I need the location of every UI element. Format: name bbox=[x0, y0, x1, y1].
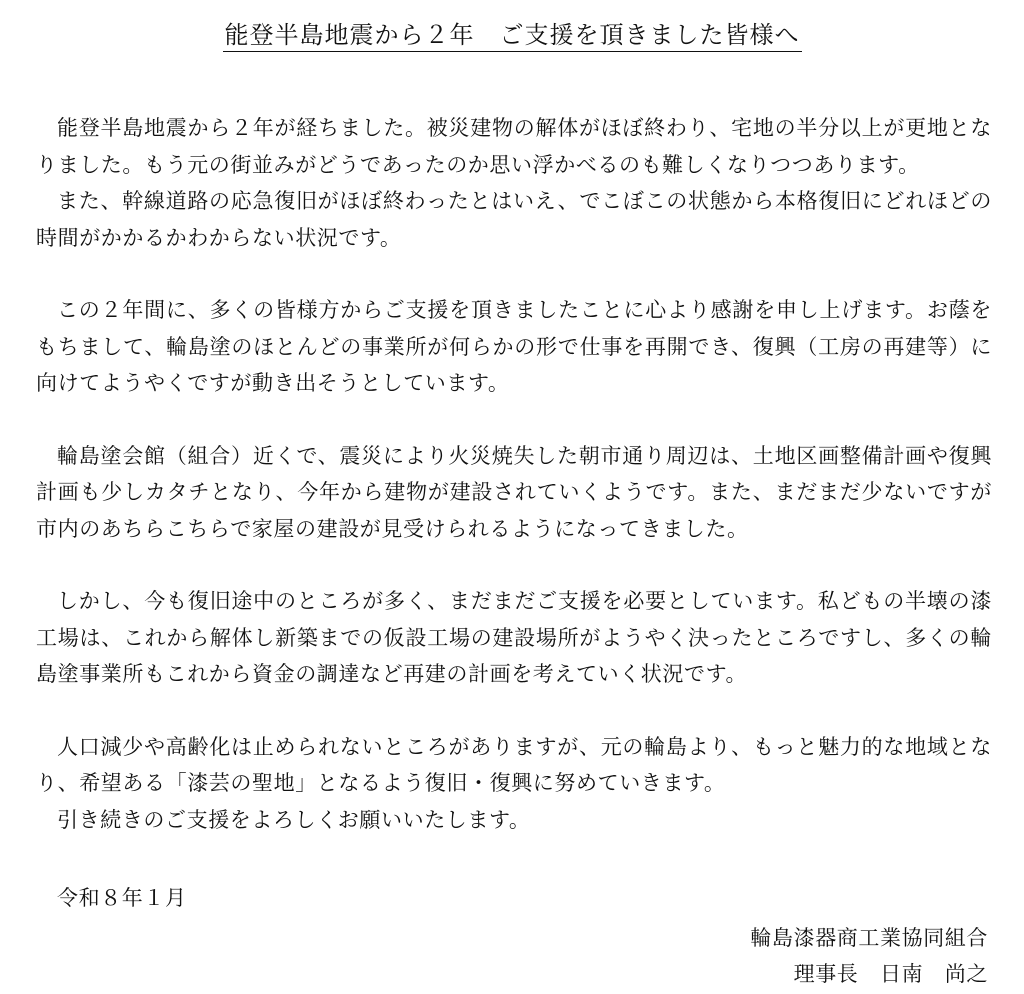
organization-name: 輪島漆器商工業協同組合 bbox=[750, 926, 988, 950]
paragraph-3: この２年間に、多くの皆様方からご支援を頂きましたことに心より感謝を申し上げます。お蔭をもちまして、輪島塗のほとんどの事業所が何らかの形で仕事を再開でき、復興（工房の再建等）に向けてようやくですが動き出そうとしています。 bbox=[36, 298, 992, 395]
paragraph-6: 人口減少や高齢化は止められないところがありますが、元の輪島より、もっと魅力的な地域となり、希望ある「漆芸の聖地」となるよう復旧・復興に努めていきます。 bbox=[36, 734, 992, 795]
letter-body bbox=[36, 110, 992, 838]
paragraph-7: 引き続きのご支援をよろしくお願いいたします。 bbox=[57, 807, 531, 832]
paragraph-5: しかし、今も復旧途中のところが多く、まだまだご支援を必要としています。私どもの半壊の漆工場は、これから解体し新築までの仮設工場の建設場所がようやく決ったところですし、多くの輪島塗事業所もこれから資金の調達など再建の計画を考えていく状況です。 bbox=[36, 589, 992, 686]
paragraph-gap bbox=[36, 256, 992, 292]
paragraph-2: また、幹線道路の応急復旧がほぼ終わったとはいえ、でこぼこの状態から本格復旧にどれほどの時間がかかるかわからない状況です。 bbox=[36, 189, 992, 250]
signer-name: 理事長 日南 尚之 bbox=[793, 962, 988, 986]
paragraph-4: 輪島塗会館（組合）近くで、震災により火災焼失した朝市通り周辺は、土地区画整備計画や復興計画も少しカタチとなり、今年から建物が建設されていくようです。また、まだまだ少ないですが市内のあちらこちらで家屋の建設が見受けられるようになってきました。 bbox=[36, 443, 992, 541]
paragraph-gap bbox=[36, 547, 992, 583]
letter-title: 能登半島地震から２年 ご支援を頂きました皆様へ bbox=[223, 19, 802, 52]
paragraph-1: 能登半島地震から２年が経ちました。被災建物の解体がほぼ終わり、宅地の半分以上が更地となりました。もう元の街並みがどうであったのか思い浮かべるのも難しくなりつつあります。 bbox=[36, 116, 992, 177]
letter-date: 令和８年１月 bbox=[57, 886, 187, 910]
paragraph-gap bbox=[36, 693, 992, 729]
letter-title-wrapper bbox=[0, 18, 1024, 52]
paragraph-gap bbox=[36, 402, 992, 438]
